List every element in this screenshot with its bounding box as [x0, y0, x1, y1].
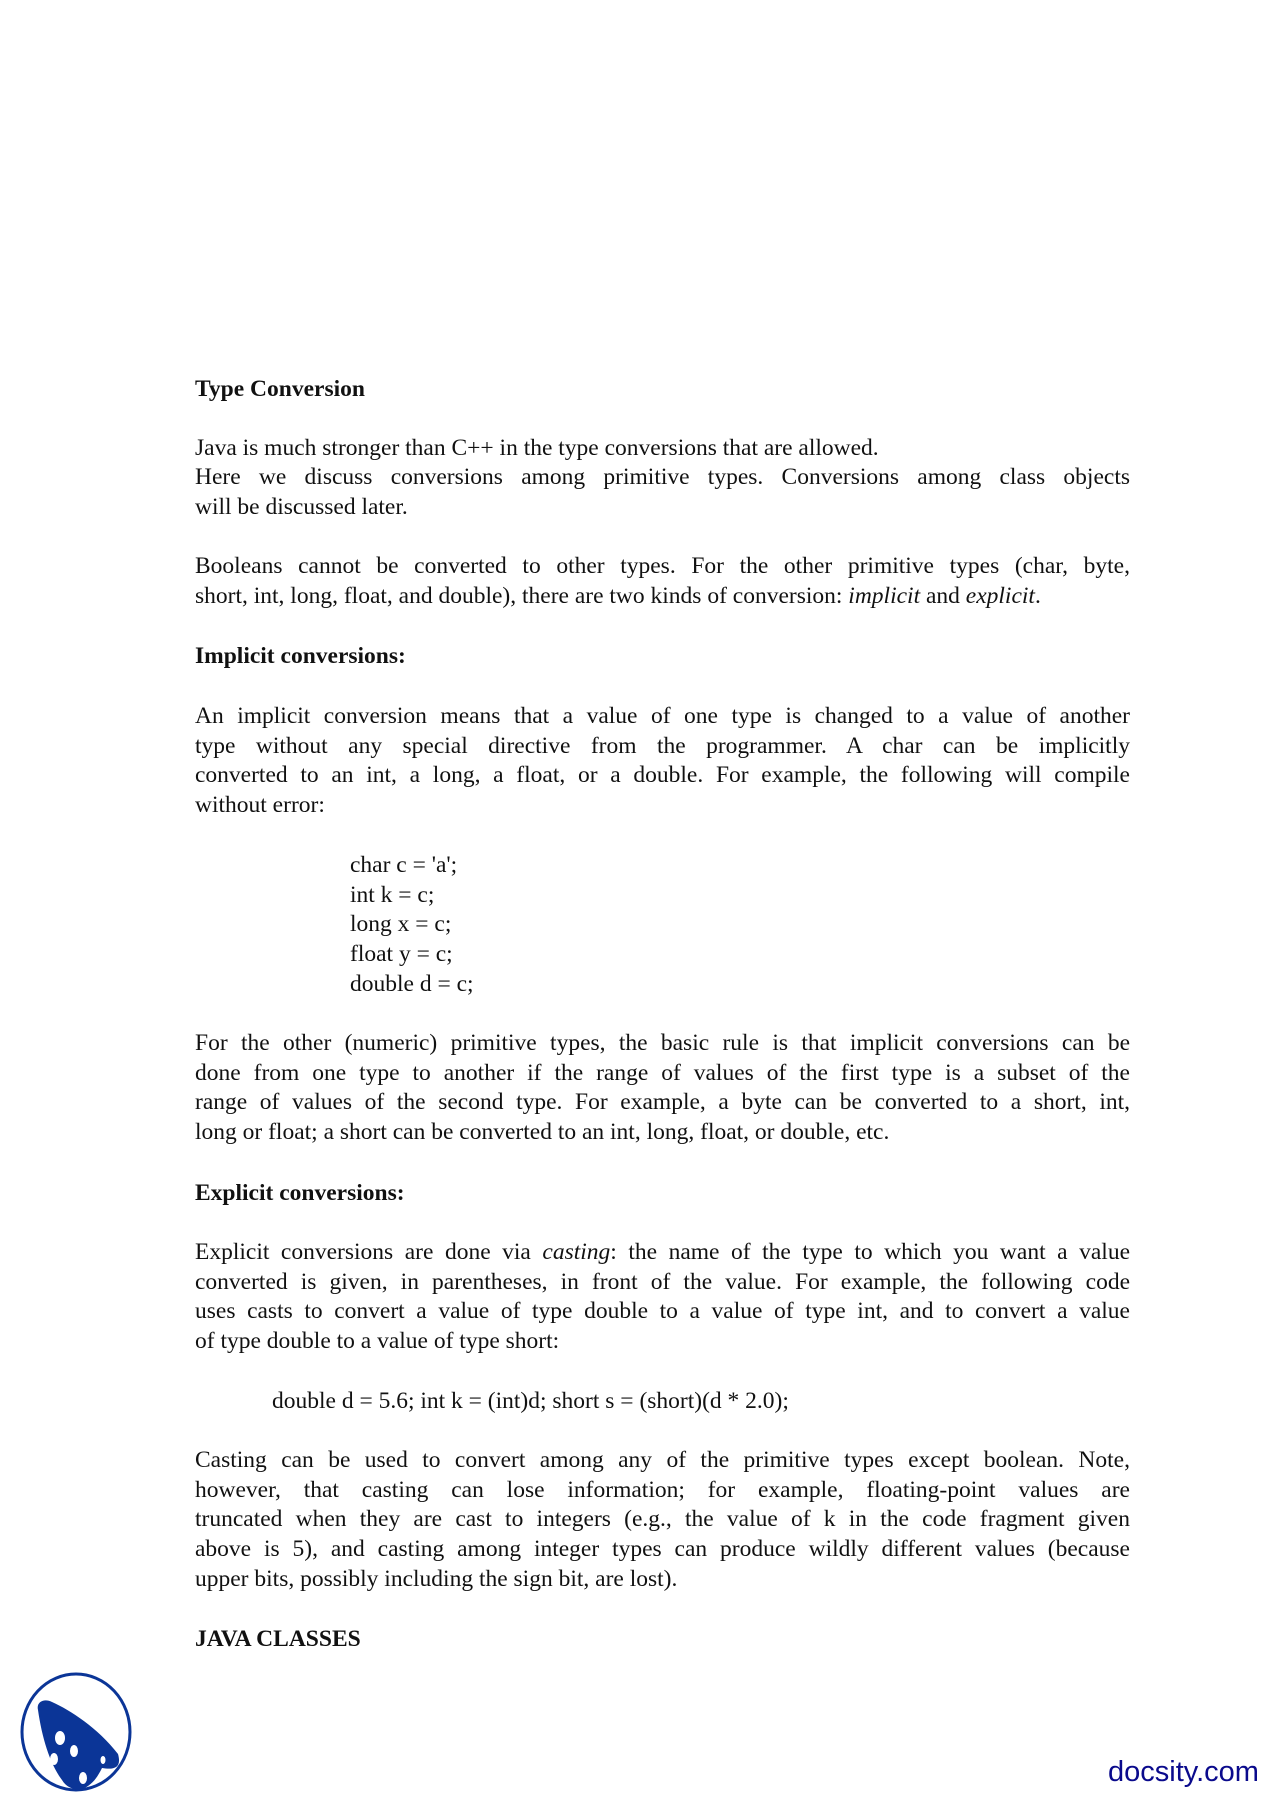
text-line	[195, 1088, 1130, 1118]
text-segment: type without any special directive from the programmer. A char can be implicitly	[195, 732, 1130, 759]
text-line	[195, 552, 1130, 582]
docsity-brand-link[interactable]: docsity.com	[1108, 1756, 1259, 1788]
text-line	[195, 493, 1130, 523]
paragraph	[195, 434, 1130, 464]
text-line	[195, 1535, 1130, 1565]
text-line	[195, 582, 1130, 612]
text-line	[195, 375, 1130, 405]
text-line	[195, 1446, 1130, 1476]
text-segment: Here we discuss conversions among primitive types. Conversions among class objects	[195, 464, 1130, 490]
code-block	[272, 1387, 1130, 1417]
text-line	[350, 910, 1130, 940]
text-segment: .	[1034, 582, 1041, 609]
text-line	[195, 1118, 1130, 1148]
paragraph	[195, 702, 1130, 821]
text-segment: Implicit conversions:	[195, 643, 406, 669]
text-line	[195, 642, 1130, 672]
text-line	[195, 1476, 1130, 1506]
text-line	[350, 940, 1130, 970]
text-line	[195, 1565, 1130, 1595]
text-line	[195, 463, 1130, 493]
text-line	[195, 1179, 1130, 1209]
text-segment: will be discussed later.	[195, 493, 408, 520]
text-segment: Type Conversion	[195, 376, 365, 402]
text-segment: truncated when they are cast to integers (e.g., the value of k in the code fragment given	[195, 1506, 1130, 1533]
docsity-logo-icon	[18, 1668, 136, 1794]
text-segment: without error:	[195, 792, 325, 819]
text-line	[195, 702, 1130, 732]
text-line	[350, 970, 1130, 1000]
text-segment: double d = c;	[350, 970, 474, 997]
text-line	[195, 1029, 1130, 1059]
text-line	[195, 791, 1130, 821]
paragraph	[195, 1446, 1130, 1594]
paragraph	[195, 463, 1130, 522]
text-line	[195, 732, 1130, 762]
text-segment: range of values of the second type. For example, a byte can be converted to a short, int,	[195, 1089, 1130, 1116]
text-segment: converted to an int, a long, a float, or a double. For example, the following will compile	[195, 762, 1130, 789]
section-heading	[195, 642, 1130, 672]
text-line	[195, 1505, 1130, 1535]
text-segment: above is 5), and casting among integer types can produce wildly different values (because	[195, 1536, 1130, 1563]
text-line	[195, 761, 1130, 791]
text-segment: Java is much stronger than C++ in the type conversions that are allowed.	[195, 435, 879, 461]
text-line	[195, 1625, 1130, 1655]
section-heading	[195, 375, 1130, 405]
text-segment: and	[920, 582, 966, 609]
text-segment: Booleans cannot be converted to other types. For the other primitive types (char, byte,	[195, 553, 1130, 579]
text-line	[350, 881, 1130, 911]
text-segment: For the other (numeric) primitive types, the basic rule is that implicit conversions can be	[195, 1030, 1130, 1056]
text-segment: float y = c;	[350, 941, 453, 968]
text-segment: Explicit conversions are done via	[195, 1239, 543, 1265]
text-segment: long x = c;	[350, 911, 452, 938]
text-line	[272, 1387, 1130, 1417]
text-segment: : the name of the type to which you want a value	[610, 1239, 1130, 1265]
text-segment: of type double to a value of type short:	[195, 1328, 560, 1355]
text-segment: short, int, long, float, and double), there are two kinds of conversion:	[195, 582, 849, 609]
text-segment: upper bits, possibly including the sign bit, are lost).	[195, 1565, 678, 1592]
text-line	[195, 1327, 1130, 1357]
paragraph	[195, 1238, 1130, 1357]
text-segment: done from one type to another if the range of values of the first type is a subset of the	[195, 1059, 1130, 1086]
text-segment: uses casts to convert a value of type double to a value of type int, and to convert a value	[195, 1298, 1130, 1325]
paragraph	[195, 1029, 1130, 1148]
text-segment: long or float; a short can be converted to an int, long, float, or double, etc.	[195, 1119, 890, 1146]
text-segment: char c = 'a';	[350, 852, 458, 878]
text-segment: An implicit conversion means that a value of one type is changed to a value of another	[195, 703, 1130, 729]
text-segment: converted is given, in parentheses, in front of the value. For example, the following code	[195, 1268, 1130, 1295]
text-segment: Casting can be used to convert among any of the primitive types except boolean. Note,	[195, 1447, 1130, 1473]
text-line	[195, 1268, 1130, 1298]
paragraph	[195, 552, 1130, 611]
text-segment: int k = c;	[350, 881, 435, 908]
emphasis-text: casting	[542, 1239, 611, 1265]
emphasis-text: explicit	[965, 582, 1035, 609]
text-line	[350, 851, 1130, 881]
section-heading	[195, 1179, 1130, 1209]
section-heading	[195, 1625, 1130, 1655]
text-segment: double d = 5.6; int k = (int)d; short s = (short)(d * 2.0);	[272, 1388, 789, 1414]
code-block	[350, 851, 1130, 999]
text-line	[195, 434, 1130, 464]
text-line	[195, 1059, 1130, 1089]
text-line	[195, 1238, 1130, 1268]
text-segment: Explicit conversions:	[195, 1180, 405, 1206]
text-segment: JAVA CLASSES	[195, 1626, 361, 1652]
text-line	[195, 1297, 1130, 1327]
text-segment: however, that casting can lose information; for example, floating-point values are	[195, 1476, 1130, 1503]
emphasis-text: implicit	[848, 582, 921, 609]
